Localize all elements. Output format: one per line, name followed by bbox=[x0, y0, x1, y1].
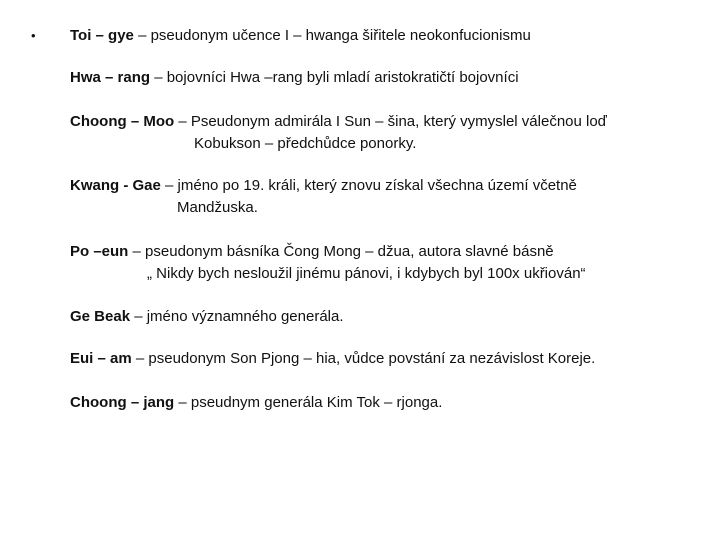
entry-choong-moo bbox=[70, 111, 710, 155]
entry-term: Eui – am bbox=[70, 350, 132, 367]
entry-text: – Pseudonym admirála I Sun – šina, který vymyslel válečnou loď bbox=[174, 113, 607, 130]
entry-text: – pseudonym učence I – hwanga šiřitele neokonfucionismu bbox=[133, 27, 531, 44]
entry-ge-beak bbox=[70, 306, 710, 328]
entry-term: Po –eun bbox=[70, 243, 129, 260]
entry-term: Choong – jang bbox=[70, 394, 175, 411]
entry-term: Toi – gye bbox=[70, 27, 134, 44]
entry-text: – bojovníci Hwa –rang byli mladí aristokratičtí bojovníci bbox=[150, 69, 519, 86]
entry-text: – pseudnym generála Kim Tok – rjonga. bbox=[174, 394, 443, 411]
entry-choong-jang bbox=[70, 392, 710, 414]
entry-toi-gye bbox=[70, 25, 710, 47]
entry-text: – pseudonym Son Pjong – hia, vůdce povstání za nezávislost Koreje. bbox=[131, 350, 596, 367]
entry-term: Kwang - Gae bbox=[70, 177, 161, 194]
entry-continuation: Kobukson – předchůdce ponorky. bbox=[194, 135, 417, 152]
entry-term: Ge Beak bbox=[70, 308, 131, 325]
entry-text: – jméno po 19. králi, který znovu získal všechna území včetně bbox=[160, 177, 577, 194]
entry-text: – pseudonym básníka Čong Mong – džua, autora slavné básně bbox=[128, 243, 554, 260]
bullet-marker: • bbox=[31, 28, 36, 43]
entry-eui-am bbox=[70, 348, 710, 370]
entry-hwa-rang bbox=[70, 67, 710, 89]
entry-term: Choong – Moo bbox=[70, 113, 175, 130]
entry-text: – jméno významného generála. bbox=[130, 308, 344, 325]
entry-continuation: Mandžuska. bbox=[177, 199, 258, 216]
entry-continuation: „ Nikdy bych nesloužil jinému pánovi, i kdybych byl 100x ukřiován“ bbox=[147, 265, 586, 282]
entry-term: Hwa – rang bbox=[70, 69, 151, 86]
entry-po-eun bbox=[70, 241, 710, 285]
entry-kwang-gae bbox=[70, 175, 710, 219]
